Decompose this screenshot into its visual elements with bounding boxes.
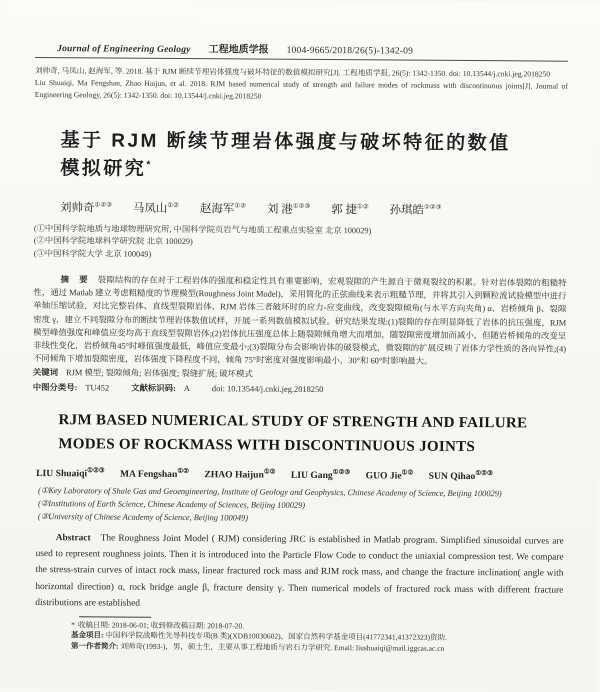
authors-en [36,466,565,483]
footnote-dates-text: 收稿日期: 2018-06-01; 收到修改稿日期: 2018-07-20. [77,620,245,631]
abstract-cn-label: 摘 要 [60,275,92,285]
author-name: 刘帅奇 [59,202,95,215]
author-affil-sup: ①②③ [94,201,113,209]
author-name: 赵海军 [199,203,235,216]
author-affil-sup: ①②③ [292,202,311,211]
abstract-cn-text: 裂隙结构的存在对于工程岩体的强度和稳定性具有重要影响，宏观裂隙的产生源自于微观裂纹的积累。针对岩体裂隙的粗糙特性，通过 Matlab 建立考虑粗糙度的节理模型(Roughness Joint Model)，采用简化的正弦曲线来表示粗糙节理，并将其引入到颗粒流试验模型中进行单轴压缩试验，对比完整岩体、直线型裂隙岩体、RJM 岩体三者破坏时的应力-应变曲线，改变裂隙倾角(与水平方向夹角) α、岩桥倾角 β、裂隙密度 γ，建立不同裂隙分布的断续节理岩体数值试样，开展一系列数值模拟试验。研究结果发现:(1)裂隙的存在明显降低了岩体的抗压强度，RJM 模型峰值强度和峰值应变均高于直线型裂隙岩体;(2)岩体抗压强度总体上随裂隙倾角增大而增加，随裂隙密度增加而减小，但随岩桥倾角的改变呈非线性变化，岩桥倾角45°时峰值强度最低，峰值应变最小;(3)裂隙分布会影响岩体的破裂模式，微裂隙的扩展反映了岩体力学性质的各向异性;(4)不同倾角下增加裂隙密度，岩体强度下降程度不同，倾角 75°时密度对强度影响最小，30°和 60°时影响最大。 [32,275,567,366]
author-en [429,471,493,482]
citation-cn: 刘帅奇, 马凤山, 赵海军, 等. 2018. 基于 RJM 断续节理岩体强度与破坏特征的数值模拟研究[J]. 工程地质学报, 26(5): 1342-1350. doi: 10.13544/j.cnki.jeg.2018250 [34,65,551,79]
author-en [204,469,275,480]
author-cn [133,203,179,215]
doc-code-value: A [183,383,190,393]
author-cn [60,202,112,214]
abstract-en-text: The Roughness Joint Model ( RJM) considering JRC is established in Matlab program. Simplified sinusoidal curves are used to represent roughness joints. Then it is introduced into the Particle Flow Code to conduct the uniaxial compression test. We compare the stress-strain curves of intact rock mass, linear fractured rock mass and RJM rock mass, and change the fracture inclination( angle with horizontal direction) α, rock bridge angle β, fracture density γ. Then numerical models of fractured rock mass with different fracture distributions are established [35,533,564,609]
author-affil-sup: ①② [401,469,414,477]
author-name: ZHAO Haijun [204,469,264,481]
title-cn-text: 基于 RJM 断续节理岩体强度与破坏特征的数值模拟研究 [60,130,511,181]
author-name: 马凤山 [132,202,168,215]
keywords-text: RJM 模型; 裂隙倾角; 岩体强度; 裂缝扩展; 破坏模式 [65,368,253,379]
affiliations-en [32,484,565,527]
author-en [36,468,104,479]
author-cn [331,204,369,216]
author-name: LIU Gang [290,469,333,482]
title-cn [60,127,530,187]
article-issn-code: 1004-9665/2018/26(5)-1342-09 [286,45,414,57]
author-name: MA Fengshan [119,468,178,480]
doi-value: 10.13544/j.cnki.jeg.2018250 [227,383,324,394]
clc-value: TU452 [85,382,110,393]
footnote-author-bio [71,641,564,655]
author-affil-sup: ①②③ [424,203,442,211]
author-affil-sup: ①② [177,467,190,475]
author-affil-sup: ①② [234,202,247,210]
keywords-label: 关键词 [32,368,59,378]
abstract-en-label: Abstract [55,533,91,544]
footnote-marker: * [71,620,75,630]
affiliation-en: (③University of Chinese Academy of Science, Beijing 100049) [37,511,249,523]
author-cn [390,204,442,216]
author-en [120,469,189,480]
author-affil-sup: ①② [263,468,276,476]
footnote-divider [79,616,151,618]
author-en [366,470,414,481]
citation-block [35,65,568,105]
journal-header [35,39,568,62]
footnote-block [31,616,564,656]
affiliations-cn [34,223,567,264]
author-name: 孙琪皓 [389,204,425,217]
author-en [291,470,350,481]
abstract-cn [33,273,567,368]
doc-code-label: 文献标识码: [131,383,176,393]
affiliation-cn: (③中国科学院大学 北京 100049) [33,248,152,259]
authors-cn [60,199,567,219]
affiliation-cn: (②中国科学院地球科学研究院 北京 100029) [33,236,193,247]
author-cn [267,204,310,216]
title-en: RJM BASED NUMERICAL STUDY OF STRENGTH AND FAILURE MODES OF ROCKMASS WITH DISCONTINUOUS JOINTS [58,412,528,455]
doi-label: doi: [211,383,225,393]
author-affil-sup: ①②③ [332,468,351,476]
author-name: LIU Shuaiqi [36,467,88,480]
author-affil-sup: ①②③ [475,469,493,477]
affiliation-en: (②Institutions of Earth Science, Chinese Academy of Sciences, Beijing 100029) [37,498,306,510]
clc-line [33,382,566,398]
author-name: GUO Jie [365,470,402,482]
title-footnote-marker: * [146,159,151,171]
author-cn [200,203,246,215]
author-name: 郭 捷 [331,204,358,217]
author-bio-label: 第一作者简介: [70,641,119,651]
author-affil-sup: ①② [357,203,369,211]
author-name: SUN Qihao [428,470,476,483]
author-bio-text: 刘帅奇(1993-)，男，硕士生，主要从事工程地质与岩石力学研究. Email: liushuaiqi@mail.iggcas.ac.cn [120,641,445,653]
author-name: 刘 港 [266,203,293,216]
author-affil-sup: ①②③ [87,467,105,475]
funding-label: 基金项目: [71,630,104,640]
abstract-en [35,530,564,615]
journal-name-en: Journal of Engineering Geology [57,44,191,56]
affiliation-en: (①Key Laboratory of Shale Gas and Geoengineering, Institute of Geology and Geophysics, Chinese Academy of Science, Beijing 100029) [38,485,502,499]
author-affil-sup: ①② [167,202,180,210]
keywords-line [33,367,566,383]
journal-name-cn: 工程地质学报 [208,44,269,56]
citation-en: Liu Shuaiqi, Ma Fengshan, Zhao Haijun, et al. 2018. RJM based numerical study of strength and failure modes of rockmass with discontinuous joints[J]. Journal of Engineering Geology, 26(5): 1342-1350. doi: 10.13544/j.cnki.jeg.2018250 [34,77,568,101]
funding-text: 中国科学院战略性先导科技专项(B 类)(XDB10030602)，国家自然科学基金项目(41772341,41372323)资助. [105,630,447,643]
affiliation-cn: (①中国科学院地质与地球物理研究所, 中国科学院页岩气与地质工程重点实验室 北京 100029) [33,223,372,236]
clc-label: 中图分类号: [32,382,78,392]
